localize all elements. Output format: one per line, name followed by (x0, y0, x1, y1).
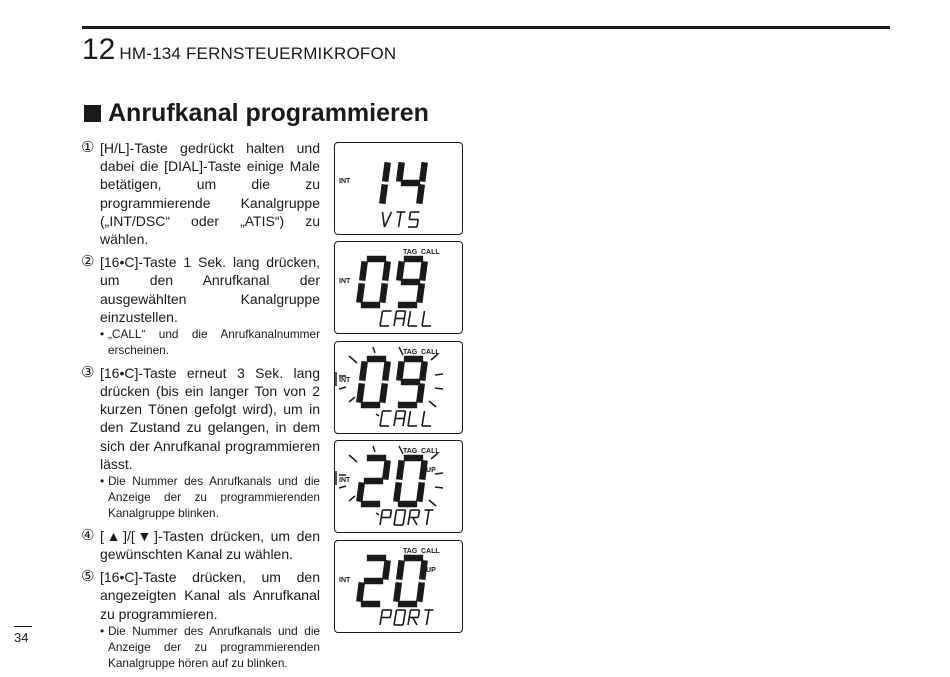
channel-digits (359, 558, 424, 604)
step-3 (82, 364, 320, 522)
page-number: 34 (14, 630, 29, 645)
bullet-icon: • (100, 474, 105, 489)
header-rule (82, 26, 890, 29)
channel-name-text (380, 311, 431, 326)
lcd-display-3 (334, 341, 463, 434)
step-number: ① (81, 139, 95, 156)
note-text: Die Nummer des Anrufkanals und die Anzeige der zu programmierenden Kanalgruppe blinken. (108, 474, 320, 520)
tag-label: TAG (403, 448, 418, 455)
channel-digits (359, 458, 424, 504)
chapter-title: HM-134 FERNSTEUERMIKROFON (119, 44, 397, 63)
section-title: Anrufkanal programmieren (108, 99, 429, 127)
tag-label: TAG (403, 249, 418, 256)
step-5 (82, 568, 320, 671)
channel-name-text (380, 510, 434, 525)
dup-label: DUP (421, 567, 436, 574)
step-number: ④ (81, 526, 95, 544)
step-note (100, 624, 320, 672)
lcd-canvas (335, 342, 464, 435)
chapter-number: 12 (82, 33, 116, 66)
lcd-display-2 (334, 241, 463, 334)
lcd-canvas (335, 541, 464, 634)
step-number: ⑤ (81, 568, 95, 586)
step-4 (82, 527, 320, 563)
channel-digits (382, 162, 424, 203)
step-text: [H/L]-Taste gedrückt halten und dabei die [DIAL]-Taste einige Male betätigen, um die zu programmierende Kanalgruppe („INT/DSC“ oder „ATIS“) zu wählen. (100, 140, 320, 248)
step-text: [▲]/[▼]-Tasten drücken, um den gewünschten Kanal zu wählen. (100, 527, 320, 562)
footer-rule (14, 626, 32, 627)
lcd-display-5 (334, 540, 463, 633)
note-text: Die Nummer des Anrufkanals und die Anzeige der zu programmierenden Kanalgruppe hören auf zu blinken. (108, 623, 320, 670)
int-label: INT (339, 278, 351, 285)
step-note (100, 327, 320, 359)
blink-marks (336, 446, 443, 515)
bullet-icon: • (100, 327, 105, 342)
call-label: CALL (421, 548, 440, 555)
dup-label: DUP (421, 467, 436, 474)
channel-digits (359, 359, 424, 405)
call-label: CALL (421, 249, 440, 256)
chapter-header (82, 32, 396, 68)
step-number: ② (81, 253, 95, 271)
section-heading (84, 97, 429, 129)
lcd-display-1 (334, 142, 463, 235)
channel-name-text (380, 610, 434, 625)
int-label: INT (339, 377, 351, 384)
channel-digits (359, 259, 424, 305)
step-1 (82, 139, 320, 248)
tag-label: TAG (403, 349, 418, 356)
step-text: [16•C]-Taste drücken, um den angezeigten Kanal als Anrufkanal zu programmieren. (100, 569, 320, 622)
lcd-display-4 (334, 440, 463, 533)
tag-label: TAG (403, 548, 418, 555)
step-note (100, 474, 320, 522)
step-2 (82, 253, 320, 359)
channel-name-text (383, 212, 420, 227)
lcd-canvas (335, 143, 464, 236)
step-number: ③ (81, 363, 95, 381)
note-text: „CALL“ und die Anrufkanalnummer erscheinen. (108, 327, 320, 357)
lcd-canvas (335, 242, 464, 335)
step-text: [16•C]-Taste 1 Sek. lang drücken, um den Anrufkanal der ausgewählten Kanalgruppe einzustellen. (100, 254, 320, 325)
step-text: [16•C]-Taste erneut 3 Sek. lang drücken (bis ein langer Ton von 2 kurzen Tönen gefolgt wird), um in den Zustand zu gelangen, in dem sich der Anrufkanal programmieren lässt. (100, 364, 320, 472)
int-label: INT (339, 577, 351, 584)
instruction-steps (82, 139, 320, 677)
blink-marks (336, 347, 443, 416)
int-label: INT (339, 477, 351, 484)
call-label: CALL (421, 448, 440, 455)
int-label: INT (339, 178, 351, 185)
black-square-icon (84, 105, 101, 122)
bullet-icon: • (100, 623, 105, 638)
call-label: CALL (421, 349, 440, 356)
channel-name-text (380, 411, 431, 426)
lcd-canvas (335, 441, 464, 534)
